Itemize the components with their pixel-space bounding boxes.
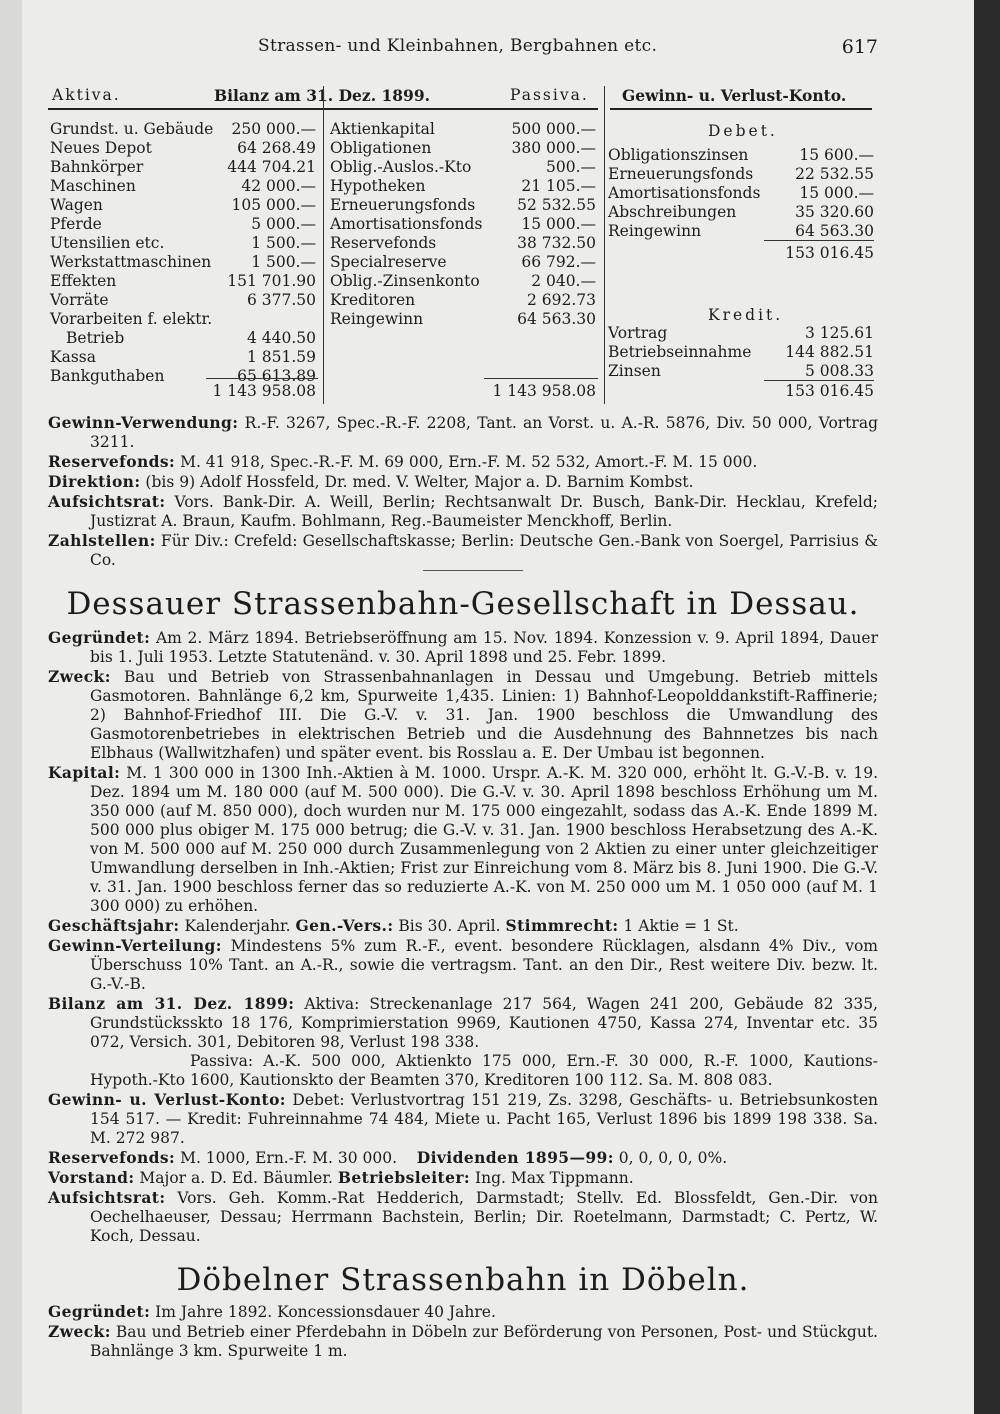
dessau-kapital: Kapital: M. 1 300 000 in 1300 Inh.-Aktien à M. 1000. Urspr. A.-K. M. 320 000, erhöht lt. G.-V.-B. v. 19. Dez. 1894 um M. 180 000 (auf M. 500 000). Die G.-V. v. 30. April 1898 beschloss Erhöhung um M. 350 000 (auf M. 850 000), doch wurden nur M. 175 000 eingezahlt, sodass das A.-K. Ende 1899 M. 500 000 plus obiger M. 175 000 betrug; die G.-V. v. 31. Jan. 1900 beschloss Herabsetzung des A.-K. von M. 500 000 auf M. 250 000 durch Zusammenlegung von 2 Aktien zu einer unter gleichzeitiger Umwandlung derselben in Inh.-Aktien; Frist zur Einreichung vom 8. März bis 8. Juni 1900. Die G.-V. v. 31. Jan. 1900 beschloss ferner das so reduzierte A.-K. von M. 250 000 um M. 1 050 000 (auf M. 1 300 000) zu erhöhen. — [48, 763, 878, 915]
passiva-row-value: 500.— — [545, 158, 596, 176]
debet-label: Debet. — [708, 122, 778, 140]
aktiva-row-value: 444 704.21 — [227, 158, 316, 176]
page-number: 617 — [841, 36, 878, 58]
kredit-row-value: 144 882.51 — [785, 343, 874, 361]
scan-margin-left — [0, 0, 22, 1414]
passiva-row-label: Reservefonds — [330, 234, 437, 252]
document-page — [48, 0, 878, 1414]
aktiva-row-value: 1 500.— — [251, 253, 316, 271]
aktiva-row-value: 6 377.50 — [246, 291, 316, 309]
passiva-row-value: 64 563.30 — [517, 310, 596, 328]
passiva-row-value: 2 040.— — [531, 272, 596, 290]
debet-row-value: 35 320.60 — [795, 203, 874, 221]
passiva-row-label: Aktienkapital — [330, 120, 435, 138]
passiva-row-value: 2 692.73 — [526, 291, 596, 309]
dessau-body — [48, 628, 878, 1246]
aktiva-total-row — [50, 382, 316, 401]
passiva-row-label: Hypotheken — [330, 177, 426, 195]
aktiva-row-label: Vorarbeiten f. elektr. — [50, 310, 213, 328]
kredit-row-value: 5 008.33 — [804, 362, 874, 380]
balance-header — [48, 86, 878, 110]
aktiva-row — [50, 177, 316, 196]
debet-row — [608, 146, 874, 165]
aktiva-row-label: Effekten — [50, 272, 117, 290]
dessau-reservefonds: Reservefonds: M. 1000, Ern.-F. M. 30 000. Dividenden 1895—99: 0, 0, 0, 0, 0%. — [48, 1148, 728, 1167]
dessau-zweck: Zweck: Bau und Betrieb von Strassenbahnanlagen in Dessau und Umgebung. Betrieb mittels Gasmotoren. Bahnlänge 6,2 km, Spurweite 1,435. Linien: 1) Bahnhof-Leopolddankstift-Raffinerie; 2) Bahnhof-Friedhof III. Die G.-V. v. 31. Jan. 1900 beschloss die Umwandlung des Gasmotorenbetriebes in elektrischen Betrieb und die Ausdehnung des Bahnnetzes bis nach Elbhaus (Wallwitzhafen) und später event. bis Rosslau a. E. Der Umbau ist begonnen. — [48, 667, 878, 762]
aktiva-row-value: 151 701.90 — [227, 272, 316, 290]
passiva-row — [330, 139, 596, 158]
aktiva-row — [50, 329, 316, 348]
debet-row-label: Erneuerungsfonds — [608, 165, 754, 183]
debet-row-label: Abschreibungen — [608, 203, 737, 221]
debet-row-value: 15 600.— — [799, 146, 874, 164]
doebeln-gegruendet: Gegründet: Im Jahre 1892. Koncessionsdauer 40 Jahre. — [48, 1302, 496, 1321]
dessau-gewinn-verteilung: Gewinn-Verteilung: Mindestens 5% zum R.-F., event. besondere Rücklagen, alsdann 4% Div., vom Überschuss 10% Tant. an A.-R., sowie die vertragsm. Tant. an den Dir., Rest weitere Div. bezw. lt. G.-V.-B. — [48, 936, 878, 993]
debet-total-row — [608, 244, 874, 263]
passiva-row-label: Oblig.-Zinsenkonto — [330, 272, 480, 290]
dessau-bilanz: Bilanz am 31. Dez. 1899: Aktiva: Streckenanlage 217 564, Wagen 241 200, Gebäude 82 335, Grundstücksskto 18 176, Komprimierstation 9969, Kautionen 4750, Kassa 274, Inventar etc. 35 072, Versich. 301, Debitoren 98, Verlust 198 338. Passiva: A.-K. 500 000, Aktienkto 175 000, Ern.-F. 30 000, R.-F. 1000, Kautions-Hypoth.-Kto 1600, Kautionskto der Beamten 370, Kreditoren 100 112. Sa. M. 808 083. — [48, 994, 878, 1089]
passiva-row-label: Oblig.-Auslos.-Kto — [330, 158, 472, 176]
passiva-total-row — [330, 382, 596, 401]
aktiva-row-value: 64 268.49 — [237, 139, 316, 157]
passiva-row-label: Reingewinn — [330, 310, 424, 328]
kredit-row — [608, 343, 874, 362]
debet-row — [608, 203, 874, 222]
passiva-row-label: Erneuerungsfonds — [330, 196, 476, 214]
kredit-row-value: 3 125.61 — [804, 324, 874, 342]
passiva-row-value: 38 732.50 — [517, 234, 596, 252]
kredit-row — [608, 324, 874, 343]
aktiva-row-value: 65 613.89 — [237, 367, 316, 385]
debet-row — [608, 184, 874, 203]
aktiva-row — [50, 310, 316, 329]
aktiva-row-value: 1 851.59 — [246, 348, 316, 366]
passiva-sum-rule — [484, 378, 598, 379]
passiva-row-value: 380 000.— — [511, 139, 596, 157]
passiva-row — [330, 253, 596, 272]
passiva-row-label: Obligationen — [330, 139, 432, 157]
debet-row-value: 22 532.55 — [795, 165, 874, 183]
aktiva-row-label: Betrieb — [66, 329, 125, 347]
dessau-heading: Dessauer Strassenbahn-Gesellschaft in Dessau. — [66, 586, 860, 622]
passiva-row-value: 15 000.— — [521, 215, 596, 233]
aktiva-label: Aktiva. — [52, 86, 121, 104]
aktiva-passiva-divider — [323, 86, 324, 404]
dessau-geschaeftsjahr: Geschäftsjahr: Kalenderjahr. Gen.-Vers.: Bis 30. April. Stimmrecht: 1 Aktie = 1 St. — [48, 916, 739, 935]
direktion: Direktion: (bis 9) Adolf Hossfeld, Dr. med. V. Welter, Major a. D. Barnim Kombst. — [48, 472, 694, 491]
passiva-row-value: 500 000.— — [511, 120, 596, 138]
aufsichtsrat: Aufsichtsrat: Vors. Bank-Dir. A. Weill, Berlin; Rechtsanwalt Dr. Busch, Bank-Dir. Hecklau, Krefeld; Justizrat A. Braun, Kaufm. Bohlmann, Reg.-Baumeister Menckhoff, Berlin. — [48, 492, 878, 530]
scan-margin-right — [974, 0, 1000, 1414]
debet-row-label: Amortisationsfonds — [608, 184, 761, 202]
aktiva-row — [50, 291, 316, 310]
aktiva-row — [50, 253, 316, 272]
aktiva-total: 1 143 958.08 — [212, 382, 316, 400]
aktiva-row-label: Bankguthaben — [50, 367, 165, 385]
aktiva-row-label: Wagen — [50, 196, 103, 214]
passiva-row — [330, 177, 596, 196]
dessau-aufsichtsrat: Aufsichtsrat: Vors. Geh. Komm.-Rat Hedderich, Darmstadt; Stellv. Ed. Blossfeldt, Gen.-Dir. von Oechelhaeuser, Dessau; Herrmann Bachstein, Berlin; Dir. Roetelmann, Darmstadt; C. Pertz, W. Koch, Dessau. — [48, 1188, 878, 1245]
debet-total: 153 016.45 — [785, 244, 874, 262]
debet-row-label: Obligationszinsen — [608, 146, 749, 164]
kredit-row-label: Vortrag — [608, 324, 668, 342]
passiva-row-value: 52 532.55 — [517, 196, 596, 214]
kredit-total-row — [608, 382, 874, 401]
debet-sum-rule — [764, 240, 874, 241]
reservefonds: Reservefonds: M. 41 918, Spec.-R.-F. M. 69 000, Ern.-F. M. 52 532, Amort.-F. M. 15 000. — [48, 452, 758, 471]
aktiva-row-value: 105 000.— — [231, 196, 316, 214]
passiva-row-label: Amortisationsfonds — [330, 215, 483, 233]
debet-row-value: 64 563.30 — [795, 222, 874, 240]
doebeln-zweck: Zweck: Bau und Betrieb einer Pferdebahn in Döbeln zur Beförderung von Personen, Post- und Stückgut. Bahnlänge 3 km. Spurweite 1 m. — [48, 1322, 878, 1360]
aktiva-row-label: Pferde — [50, 215, 102, 233]
aktiva-row-label: Grundst. u. Gebäude — [50, 120, 214, 138]
passiva-row-label: Specialreserve — [330, 253, 447, 271]
dessau-gegruendet: Gegründet: Am 2. März 1894. Betriebseröffnung am 15. Nov. 1894. Konzession v. 9. April 1894, Dauer bis 1. Juli 1953. Letzte Statutenänd. v. 30. April 1898 und 25. Febr. 1899. — [48, 628, 878, 666]
passiva-row — [330, 272, 596, 291]
aktiva-row-label: Werkstattmaschinen — [50, 253, 212, 271]
section1-notes — [48, 413, 878, 570]
debet-row-value: 15 000.— — [799, 184, 874, 202]
balance-guv-divider — [604, 86, 605, 404]
passiva-row — [330, 215, 596, 234]
debet-row-label: Reingewinn — [608, 222, 702, 240]
aktiva-row — [50, 234, 316, 253]
aktiva-row — [50, 158, 316, 177]
aktiva-row — [50, 139, 316, 158]
aktiva-row — [50, 348, 316, 367]
passiva-row — [330, 158, 596, 177]
aktiva-row — [50, 196, 316, 215]
balance-table — [48, 86, 878, 406]
gewinn-verwendung: Gewinn-Verwendung: R.-F. 3267, Spec.-R.-F. 2208, Tant. an Vorst. u. A.-R. 5876, Div. 50 000, Vortrag 3211. — [48, 413, 878, 451]
aktiva-row-label: Utensilien etc. — [50, 234, 165, 252]
passiva-row — [330, 291, 596, 310]
passiva-row — [330, 196, 596, 215]
kredit-row — [608, 362, 874, 381]
aktiva-row-value: 4 440.50 — [246, 329, 316, 347]
debet-row — [608, 165, 874, 184]
kredit-sum-rule — [764, 380, 874, 381]
passiva-row — [330, 120, 596, 139]
dessau-vorstand: Vorstand: Major a. D. Ed. Bäumler. Betriebsleiter: Ing. Max Tippmann. — [48, 1168, 634, 1187]
doebeln-heading: Döbelner Strassenbahn in Döbeln. — [176, 1262, 750, 1298]
running-title: Strassen- und Kleinbahnen, Bergbahnen etc. — [258, 36, 658, 56]
aktiva-row-label: Bahnkörper — [50, 158, 144, 176]
aktiva-row-value: 250 000.— — [231, 120, 316, 138]
aktiva-row-value: 1 500.— — [251, 234, 316, 252]
aktiva-row-value: 42 000.— — [241, 177, 316, 195]
aktiva-row — [50, 215, 316, 234]
aktiva-row-label: Maschinen — [50, 177, 136, 195]
passiva-label: Passiva. — [510, 86, 589, 104]
aktiva-row — [50, 120, 316, 139]
aktiva-row-value: 5 000.— — [251, 215, 316, 233]
aktiva-row — [50, 272, 316, 291]
doebeln-body — [48, 1302, 878, 1361]
kredit-row-label: Betriebseinnahme — [608, 343, 752, 361]
zahlstellen: Zahlstellen: Für Div.: Crefeld: Gesellschaftskasse; Berlin: Deutsche Gen.-Bank von Soergel, Parrisius & Co. — [48, 531, 878, 569]
aktiva-row-label: Neues Depot — [50, 139, 152, 157]
guv-title: Gewinn- u. Verlust-Konto. — [622, 86, 847, 105]
dessau-guv: Gewinn- u. Verlust-Konto: Debet: Verlustvortrag 151 219, Zs. 3298, Geschäfts- u. Betriebsunkosten 154 517. — Kredit: Fuhreinnahme 74 484, Miete u. Pacht 165, Verlust 1896 bis 1899 198 338. Sa. M. 272 987. — [48, 1090, 878, 1147]
passiva-row-value: 21 105.— — [521, 177, 596, 195]
guv-header-rule — [610, 108, 872, 110]
debet-row — [608, 222, 874, 241]
aktiva-sum-rule — [206, 378, 318, 379]
kredit-total: 153 016.45 — [785, 382, 874, 400]
passiva-row — [330, 234, 596, 253]
aktiva-row-label: Vorräte — [50, 291, 109, 309]
passiva-row — [330, 310, 596, 329]
passiva-row-value: 66 792.— — [521, 253, 596, 271]
kredit-label: Kredit. — [708, 306, 784, 324]
passiva-row-label: Kreditoren — [330, 291, 416, 309]
kredit-row-label: Zinsen — [608, 362, 661, 380]
passiva-total: 1 143 958.08 — [492, 382, 596, 400]
balance-title: Bilanz am 31. Dez. 1899. — [214, 86, 431, 105]
section-separator — [423, 570, 523, 571]
aktiva-row-label: Kassa — [50, 348, 96, 366]
